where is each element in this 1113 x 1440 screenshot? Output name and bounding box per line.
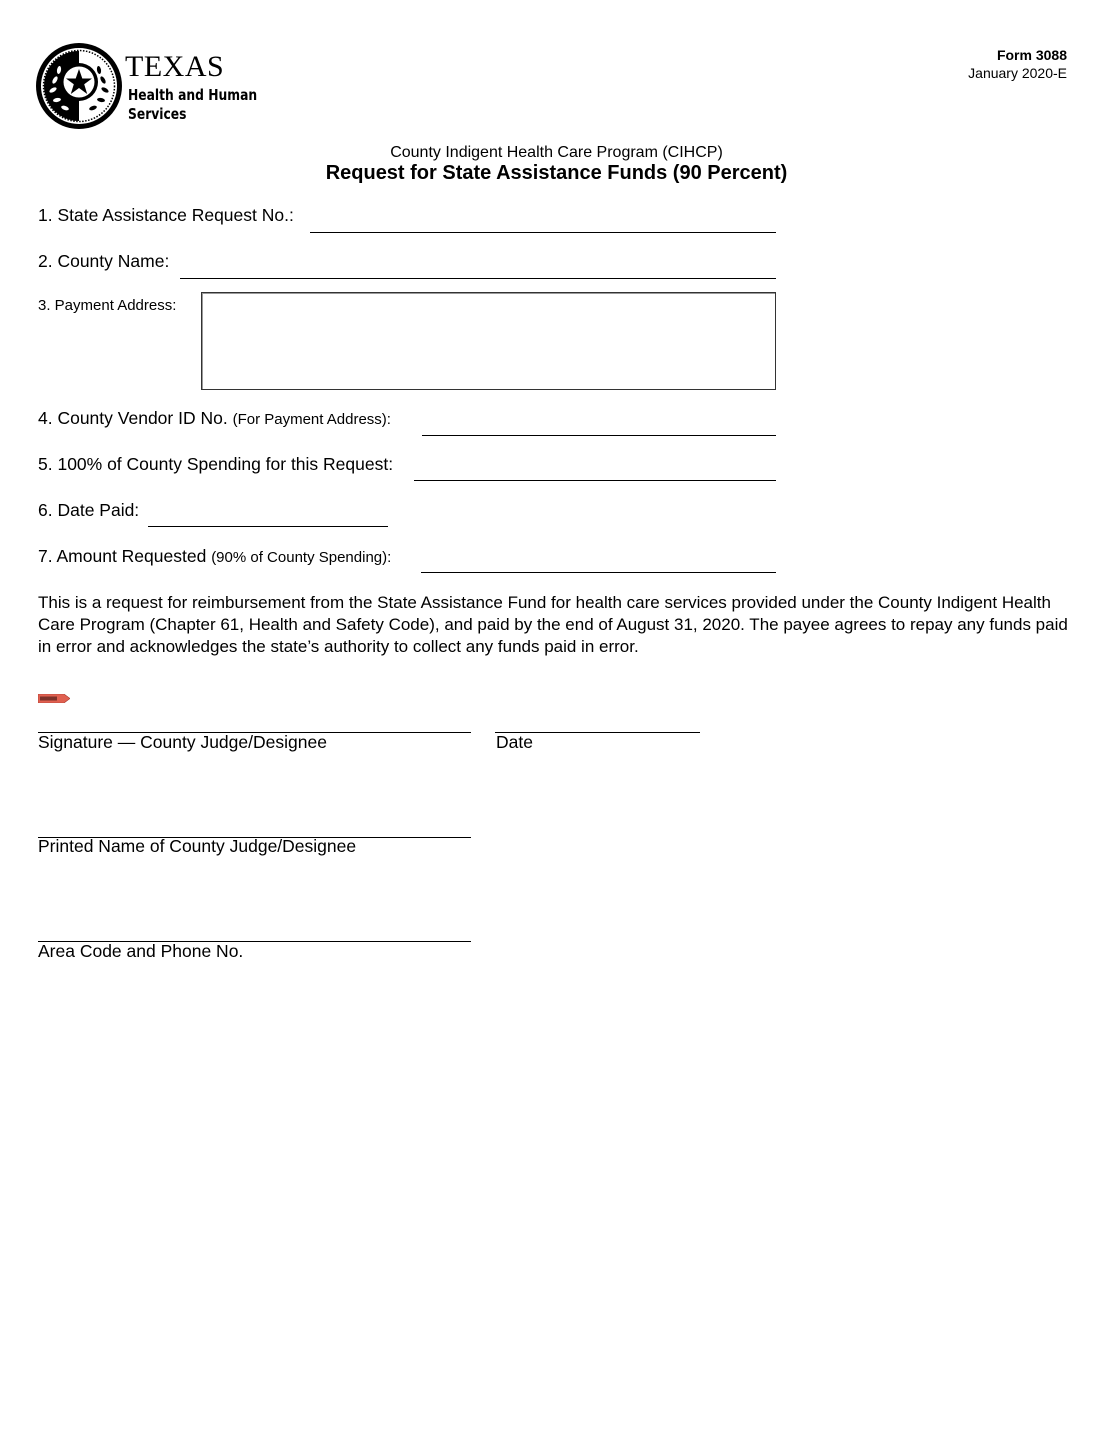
field-vendor-id-label xyxy=(38,408,391,429)
field-amount-requested-label xyxy=(38,546,391,567)
field-county-name-label: 2. County Name: xyxy=(38,251,170,271)
field-request-no-label: 1. State Assistance Request No.: xyxy=(38,205,294,225)
page-title: Request for State Assistance Funds (90 Percent) xyxy=(325,162,788,184)
field-vendor-id-label-note: (For Payment Address): xyxy=(232,411,391,428)
phone-label: Area Code and Phone No. xyxy=(38,941,244,961)
field-payment-address-input[interactable] xyxy=(201,292,776,390)
logo-title: TEXAS xyxy=(125,50,225,83)
sign-here-arrow-icon xyxy=(38,694,70,703)
logo-subtitle-line2: Services xyxy=(128,105,187,123)
texas-seal-icon xyxy=(35,42,123,130)
hhs-logo xyxy=(35,42,265,132)
field-vendor-id-label-main: 4. County Vendor ID No. xyxy=(38,408,228,428)
field-amount-requested-input[interactable] xyxy=(421,572,776,573)
field-county-spending-label: 5. 100% of County Spending for this Request: xyxy=(38,454,394,474)
field-date-paid-label: 6. Date Paid: xyxy=(38,500,140,520)
certification-statement: This is a request for reimbursement from the State Assistance Fund for health care services provided under the County Indigent Health Care Program (Chapter 61, Health and Safety Code), and paid by the end of August 31, 2020. The payee agrees to repay any funds paid in error and acknowledges the state’s authority to collect any funds paid in error. xyxy=(38,593,1068,656)
signature-label: Signature — County Judge/Designee xyxy=(38,732,327,752)
field-county-spending-input[interactable] xyxy=(414,480,776,481)
form-number: Form 3088 xyxy=(996,47,1067,63)
form-identifier xyxy=(968,46,1067,82)
field-county-name-input[interactable] xyxy=(180,278,776,279)
logo-subtitle-line1: Health and Human xyxy=(128,86,258,104)
sign-here-flag[interactable] xyxy=(38,690,70,699)
program-name: County Indigent Health Care Program (CIHCP) xyxy=(390,144,723,161)
field-vendor-id-input[interactable] xyxy=(422,435,776,436)
field-amount-requested-label-main: 7. Amount Requested xyxy=(38,546,207,566)
signature-date-label: Date xyxy=(496,732,533,752)
logo-subtitle xyxy=(128,86,257,124)
field-date-paid-input[interactable] xyxy=(148,526,388,527)
form-date: January 2020-E xyxy=(968,65,1067,81)
printed-name-label: Printed Name of County Judge/Designee xyxy=(38,836,357,856)
field-request-no-input[interactable] xyxy=(310,232,776,233)
field-amount-requested-label-note: (90% of County Spending): xyxy=(211,549,392,566)
field-payment-address-label: 3. Payment Address: xyxy=(38,297,177,314)
